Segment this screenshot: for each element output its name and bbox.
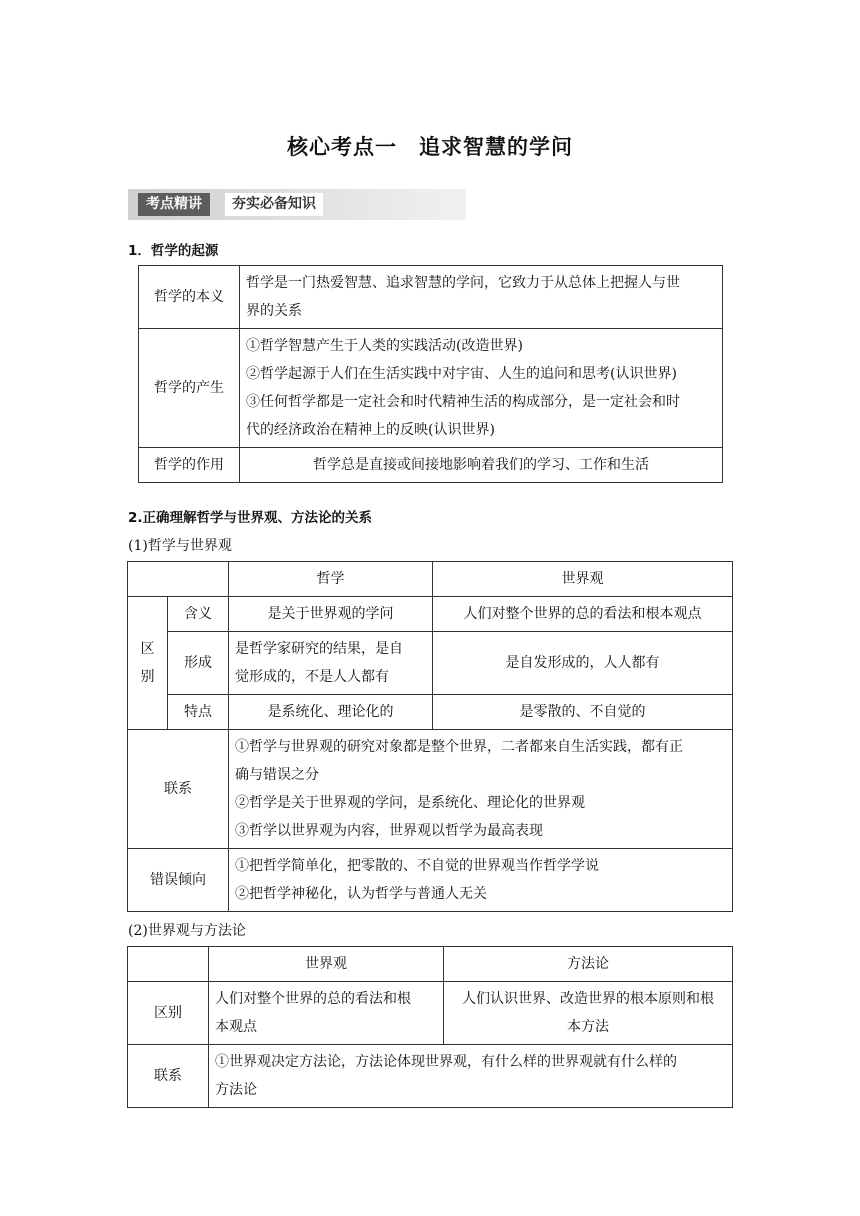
row-label: 区别 xyxy=(128,982,209,1045)
row-content: 哲学是一门热爱智慧、追求智慧的学问，它致力于从总体上把握人与世 界的关系 xyxy=(240,266,723,329)
column-header-worldview: 世界观 xyxy=(209,947,444,982)
origin-table xyxy=(138,265,723,483)
column-header-philosophy: 哲学 xyxy=(229,562,433,597)
table-row: 区别 人们对整个世界的总的看法和根 本观点 人们认识世界、改造世界的根本原则和根 本方法 xyxy=(128,982,733,1045)
row-content: 哲学总是直接或间接地影响着我们的学习、工作和生活 xyxy=(240,448,723,483)
table-row xyxy=(139,329,723,448)
title-part-2: 追求智慧的学问 xyxy=(419,135,573,159)
section-2-heading: 2.正确理解哲学与世界观、方法论的关系 xyxy=(128,510,373,526)
table-row: 区 别 含义 是关于世界观的学问 人们对整个世界的总的看法和根本观点 xyxy=(128,597,733,632)
table-row xyxy=(139,266,723,329)
banner-tag: 考点精讲 xyxy=(138,193,210,216)
title-part-1: 核心考点一 xyxy=(287,135,397,159)
philosophy-worldview-table xyxy=(127,561,733,912)
table-row xyxy=(139,448,723,483)
row-content: ①哲学智慧产生于人类的实践活动(改造世界) ②哲学起源于人们在生活实践中对宇宙、人生的追问和思考(认识世界) ③任何哲学都是一定社会和时代精神生活的构成部分，是一定社会和时 代的经济政治在精神上的反映(认识世界) xyxy=(240,329,723,448)
subsection-2-heading: (2)世界观与方法论 xyxy=(128,923,246,939)
row-label: 含义 xyxy=(168,597,229,632)
table-header-row xyxy=(128,562,733,597)
worldview-method-table xyxy=(127,946,733,1108)
row-label: 特点 xyxy=(168,695,229,730)
table-row: 错误倾向 ①把哲学简单化，把零散的、不自觉的世界观当作哲学学说 ②把哲学神秘化，认为哲学与普通人无关 xyxy=(128,849,733,912)
table-row: 特点 是系统化、理论化的 是零散的、不自觉的 xyxy=(128,695,733,730)
column-header-worldview: 世界观 xyxy=(433,562,733,597)
banner-subtitle: 夯实必备知识 xyxy=(225,193,323,216)
row-label: 哲学的本义 xyxy=(139,266,240,329)
row-label: 联系 xyxy=(128,730,229,849)
row-label: 形成 xyxy=(168,632,229,695)
subsection-1-heading: (1)哲学与世界观 xyxy=(128,538,232,554)
row-label: 错误倾向 xyxy=(128,849,229,912)
row-label: 哲学的产生 xyxy=(139,329,240,448)
table-row: 联系 ①哲学与世界观的研究对象都是整个世界，二者都来自生活实践，都有正 确与错误之分 ②哲学是关于世界观的学问，是系统化、理论化的世界观 ③哲学以世界观为内容，世界观以哲学为最高表现 xyxy=(128,730,733,849)
section-banner xyxy=(128,189,466,220)
section-1-heading: 1．哲学的起源 xyxy=(128,243,219,259)
page-title xyxy=(0,131,860,161)
table-header-row xyxy=(128,947,733,982)
difference-group-label: 区 别 xyxy=(128,597,168,730)
table-row: 联系 ①世界观决定方法论，方法论体现世界观，有什么样的世界观就有什么样的 方法论 xyxy=(128,1045,733,1108)
column-header-method: 方法论 xyxy=(444,947,733,982)
table-row: 形成 是哲学家研究的结果，是自 觉形成的，不是人人都有 是自发形成的，人人都有 xyxy=(128,632,733,695)
row-label: 联系 xyxy=(128,1045,209,1108)
row-label: 哲学的作用 xyxy=(139,448,240,483)
